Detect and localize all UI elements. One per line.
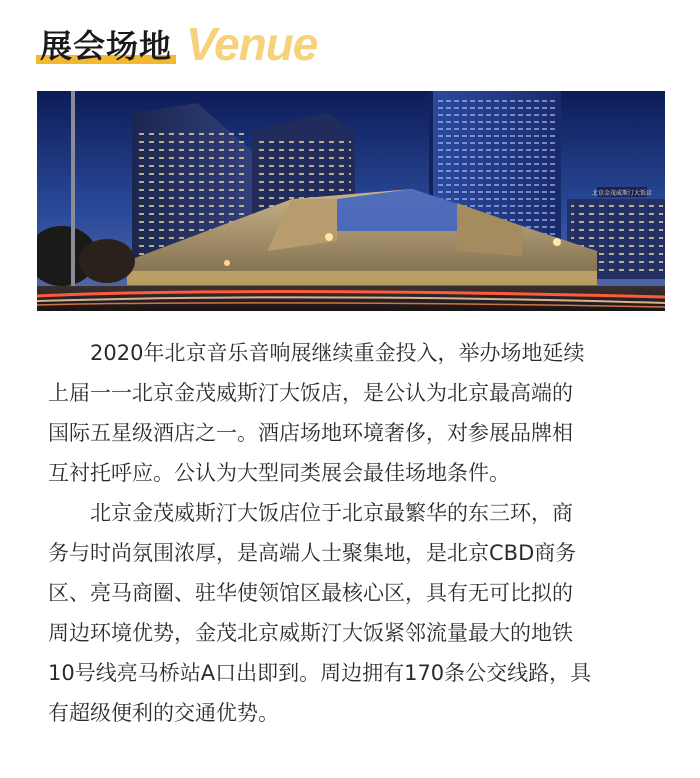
text-line: 务与时尚氛围浓厚，是高端人士聚集地，是北京CBD商务 — [48, 541, 577, 565]
text-line: 10号线亮马桥站A口出即到。周边拥有170条公交线路，具 — [48, 661, 592, 685]
paragraph-2 — [48, 493, 680, 733]
section-title-en: Venue — [186, 18, 318, 70]
title-zh-wrap — [36, 26, 176, 66]
text-line: 周边环境优势，金茂北京威斯汀大饭紧邻流量最大的地铁 — [48, 621, 573, 645]
section-header — [36, 16, 318, 70]
text-line: 互衬托呼应。公认为大型同类展会最佳场地条件。 — [48, 461, 510, 485]
text-line: 区、亮马商圈、驻华使领馆区最核心区，具有无可比拟的 — [48, 581, 573, 605]
section-title: 展会场地 — [40, 27, 173, 65]
paragraph-1 — [48, 333, 680, 493]
building-sign-text: 北京金茂威斯汀大饭店 — [591, 190, 653, 197]
text-line: 有超级便利的交通优势。 — [48, 701, 279, 725]
text-line: 北京金茂威斯汀大饭店位于北京最繁华的东三环，商 — [90, 501, 573, 525]
text-line: 国际五星级酒店之一。酒店场地环境奢侈，对参展品牌相 — [48, 421, 573, 445]
text-line: 上届一一北京金茂威斯汀大饭店，是公认为北京最高端的 — [48, 381, 573, 405]
article-body — [48, 333, 680, 733]
venue-photo — [37, 91, 665, 311]
text-line: 2020年北京音乐音响展继续重金投入，举办场地延续 — [90, 341, 585, 365]
